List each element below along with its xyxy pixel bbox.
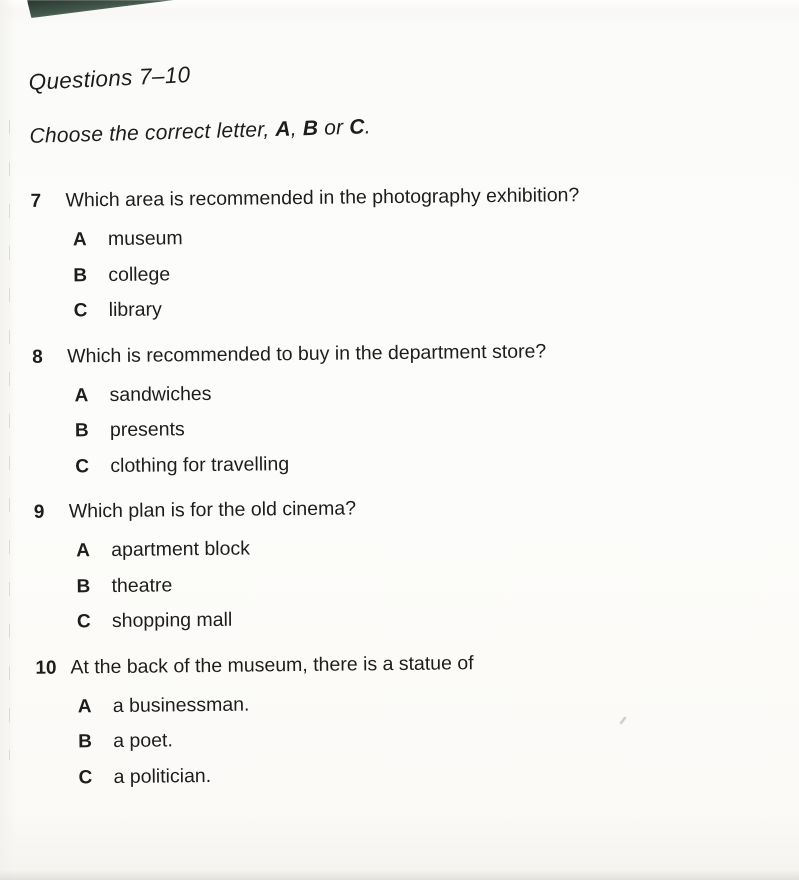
- instruction-text: [29, 101, 760, 151]
- page-bottom-edge: [0, 870, 799, 880]
- option-row: [36, 757, 766, 800]
- question-block: [32, 336, 763, 489]
- option-letter: A: [72, 229, 87, 251]
- question-row: [34, 491, 764, 526]
- option-text: a businessman.: [112, 693, 250, 717]
- option-letter: C: [78, 766, 93, 788]
- option-text: theatre: [111, 573, 173, 597]
- instruction-segment: or: [317, 115, 350, 140]
- instruction-segment: .: [364, 115, 372, 139]
- question-row: [35, 647, 765, 682]
- question-number: 9: [33, 501, 45, 523]
- page-left-edge: [0, 0, 16, 880]
- instruction-segment: C: [348, 115, 365, 139]
- option-text: clothing for travelling: [110, 452, 290, 477]
- question-text: Which area is recommended in the photography exhibition?: [65, 184, 580, 212]
- option-letter: C: [76, 611, 91, 633]
- option-text: college: [108, 262, 171, 286]
- question-block: [34, 491, 765, 644]
- option-text: apartment block: [111, 537, 251, 562]
- option-text: museum: [107, 227, 183, 251]
- option-text: presents: [109, 418, 185, 442]
- option-row: [32, 290, 762, 333]
- option-text: a politician.: [113, 764, 212, 788]
- option-text: library: [108, 298, 162, 322]
- option-letter: A: [76, 540, 91, 562]
- option-letter: C: [73, 300, 88, 322]
- instruction-segment: Choose the correct letter,: [29, 117, 276, 148]
- option-row: [33, 446, 763, 489]
- option-text: sandwiches: [109, 382, 212, 406]
- section-title: Questions 7–10: [28, 61, 191, 95]
- option-text: shopping mall: [111, 608, 233, 633]
- question-row: [32, 336, 762, 371]
- option-letter: B: [73, 264, 88, 286]
- option-letter: A: [77, 695, 92, 717]
- page-content: [29, 60, 767, 810]
- question-block: [35, 647, 766, 800]
- instruction-segment: ,: [290, 117, 304, 141]
- instruction-segment: B: [302, 116, 319, 141]
- question-number: 8: [32, 346, 43, 368]
- option-row: [35, 601, 765, 644]
- question-number: 7: [30, 190, 42, 212]
- option-letter: B: [76, 575, 91, 597]
- option-text: a poet.: [113, 729, 173, 752]
- question-text: Which is recommended to buy in the department store?: [67, 339, 547, 367]
- option-letter: B: [78, 731, 93, 753]
- question-block: [30, 180, 761, 333]
- option-letter: C: [75, 455, 90, 477]
- question-number: 10: [35, 657, 57, 679]
- option-letter: A: [74, 384, 89, 406]
- question-text: At the back of the museum, there is a statue of: [70, 651, 474, 678]
- question-text: Which plan is for the old cinema?: [68, 497, 357, 523]
- option-letter: B: [74, 420, 89, 442]
- instruction-segment: A: [275, 117, 292, 141]
- question-row: [30, 180, 760, 215]
- question-list: [30, 180, 766, 800]
